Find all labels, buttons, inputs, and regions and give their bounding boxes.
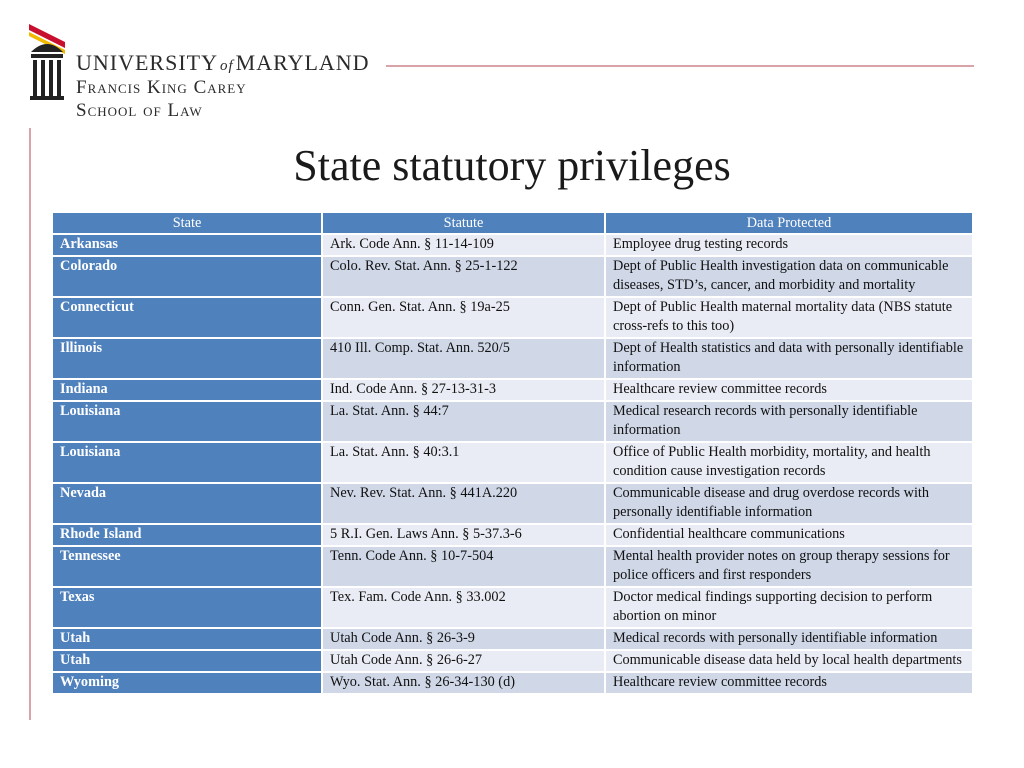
data-protected-cell: Communicable disease data held by local health departments [605, 650, 973, 672]
state-cell: Indiana [52, 379, 322, 401]
page-title: State statutory privileges [293, 141, 731, 190]
statute-cell: Colo. Rev. Stat. Ann. § 25-1-122 [322, 256, 605, 297]
data-protected-cell: Employee drug testing records [605, 234, 973, 256]
state-cell: Louisiana [52, 401, 322, 442]
statute-cell: Tenn. Code Ann. § 10-7-504 [322, 546, 605, 587]
table-row [52, 256, 973, 297]
logo-university-line [76, 52, 370, 74]
header-state: State [52, 212, 322, 234]
statute-cell: Conn. Gen. Stat. Ann. § 19a-25 [322, 297, 605, 338]
table-row [52, 483, 973, 524]
logo-university-text: UNIVERSITY [76, 50, 218, 75]
state-cell: Utah [52, 628, 322, 650]
statute-cell: Utah Code Ann. § 26-3-9 [322, 628, 605, 650]
state-cell: Arkansas [52, 234, 322, 256]
statutes-table [52, 212, 973, 694]
data-protected-cell: Confidential healthcare communications [605, 524, 973, 546]
header-statute: Statute [322, 212, 605, 234]
data-protected-cell: Medical research records with personally identifiable information [605, 401, 973, 442]
table-row [52, 338, 973, 379]
table-header-row [52, 212, 973, 234]
state-cell: Wyoming [52, 672, 322, 694]
statute-cell: La. Stat. Ann. § 44:7 [322, 401, 605, 442]
data-protected-cell: Office of Public Health morbidity, mortality, and health condition cause investigation records [605, 442, 973, 483]
state-cell: Louisiana [52, 442, 322, 483]
statute-cell: Wyo. Stat. Ann. § 26-34-130 (d) [322, 672, 605, 694]
statute-cell: La. Stat. Ann. § 40:3.1 [322, 442, 605, 483]
statute-cell: Utah Code Ann. § 26-6-27 [322, 650, 605, 672]
data-protected-cell: Doctor medical findings supporting decision to perform abortion on minor [605, 587, 973, 628]
state-cell: Texas [52, 587, 322, 628]
table-row [52, 650, 973, 672]
statute-cell: Nev. Rev. Stat. Ann. § 441A.220 [322, 483, 605, 524]
data-protected-cell: Healthcare review committee records [605, 379, 973, 401]
data-protected-cell: Medical records with personally identifiable information [605, 628, 973, 650]
data-protected-cell: Communicable disease and drug overdose records with personally identifiable information [605, 483, 973, 524]
table-row [52, 546, 973, 587]
table-row [52, 234, 973, 256]
table-row [52, 297, 973, 338]
table-row [52, 379, 973, 401]
table-row [52, 587, 973, 628]
state-cell: Tennessee [52, 546, 322, 587]
law-school-logo [76, 52, 370, 120]
state-cell: Nevada [52, 483, 322, 524]
state-cell: Illinois [52, 338, 322, 379]
table-row [52, 628, 973, 650]
left-decorative-rule [29, 128, 31, 720]
table-row [52, 672, 973, 694]
table-row [52, 401, 973, 442]
logo-school-of-law: School of Law [76, 100, 203, 121]
logo-school-name: Francis King Carey [76, 77, 247, 98]
table-row [52, 442, 973, 483]
statute-cell: Tex. Fam. Code Ann. § 33.002 [322, 587, 605, 628]
state-cell: Rhode Island [52, 524, 322, 546]
table-row [52, 524, 973, 546]
logo-of-text: of [220, 58, 234, 74]
data-protected-cell: Dept of Health statistics and data with personally identifiable information [605, 338, 973, 379]
statute-cell: 5 R.I. Gen. Laws Ann. § 5-37.3-6 [322, 524, 605, 546]
data-protected-cell: Dept of Public Health investigation data on communicable diseases, STD’s, cancer, and morbidity and mortality [605, 256, 973, 297]
header-data-protected: Data Protected [605, 212, 973, 234]
umd-dome-logo-icon [27, 18, 69, 122]
data-protected-cell: Healthcare review committee records [605, 672, 973, 694]
data-protected-cell: Dept of Public Health maternal mortality data (NBS statute cross-refs to this too) [605, 297, 973, 338]
state-cell: Colorado [52, 256, 322, 297]
logo-maryland-text: MARYLAND [235, 50, 370, 75]
statute-cell: 410 Ill. Comp. Stat. Ann. 520/5 [322, 338, 605, 379]
state-cell: Utah [52, 650, 322, 672]
top-decorative-rule [386, 65, 974, 67]
statute-cell: Ark. Code Ann. § 11-14-109 [322, 234, 605, 256]
state-cell: Connecticut [52, 297, 322, 338]
data-protected-cell: Mental health provider notes on group therapy sessions for police officers and first responders [605, 546, 973, 587]
statute-cell: Ind. Code Ann. § 27-13-31-3 [322, 379, 605, 401]
